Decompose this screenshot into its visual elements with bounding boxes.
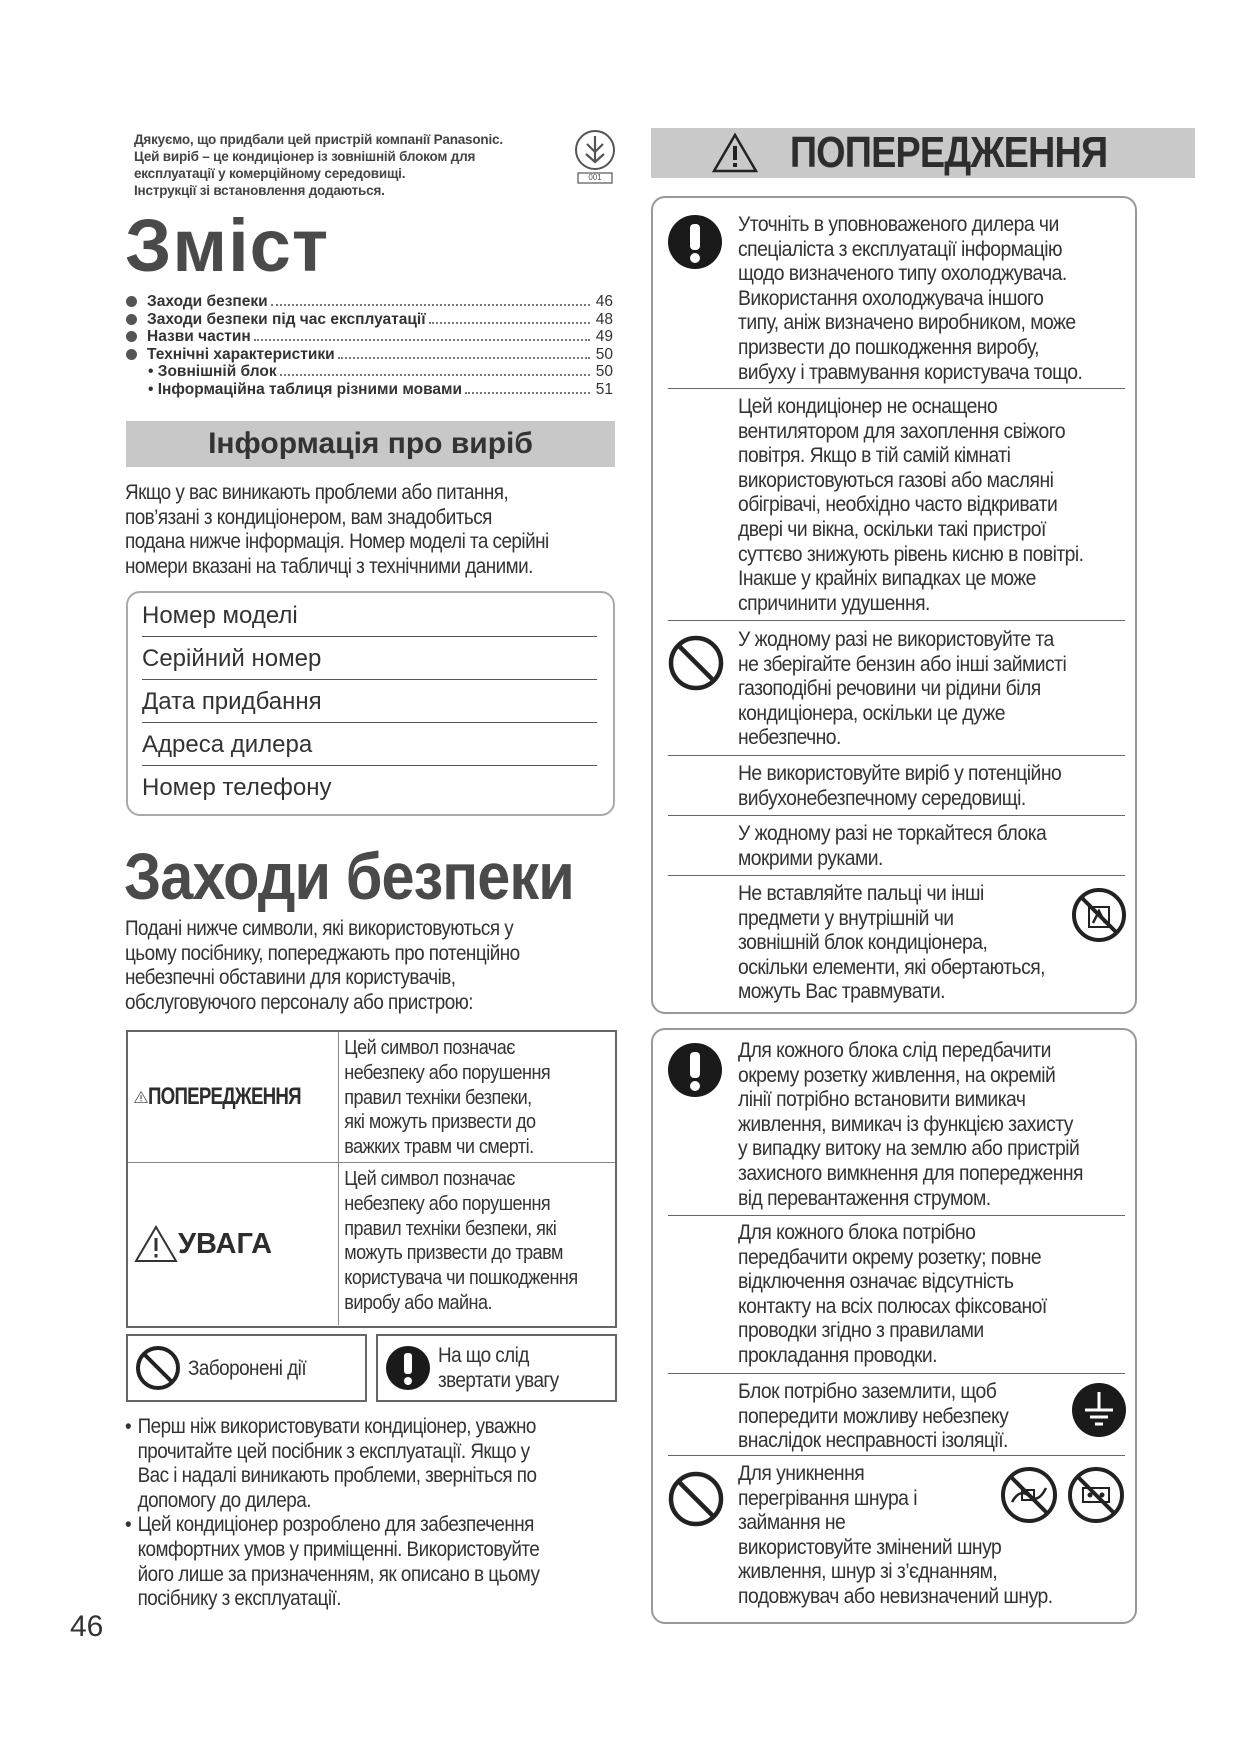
- text-line: від перевантаження струмом.: [738, 1185, 991, 1210]
- text-line: не зберігайте бензин або інші займисті: [738, 651, 1067, 676]
- contents-title: Зміст: [125, 204, 330, 287]
- toc-page: 50: [595, 345, 613, 363]
- divider: [668, 1455, 1125, 1456]
- warning-refrigerant: [738, 212, 1128, 384]
- toc-item[interactable]: [126, 311, 613, 329]
- warning-banner: [651, 128, 1195, 178]
- text-line: відключення означає відсутність: [738, 1269, 1014, 1294]
- text-line: Блок потрібно заземлити, щоб: [738, 1379, 997, 1403]
- attention-label: [438, 1343, 559, 1393]
- warning-separate-circuit: [738, 1038, 1128, 1210]
- text-line: які можуть призвести до: [344, 1110, 536, 1134]
- caution-triangle-icon: [134, 1224, 178, 1264]
- no-modified-cord-icon: [1000, 1466, 1058, 1524]
- text-line: обслуговуючого персоналу або пристрою:: [125, 990, 474, 1014]
- toc-subitem[interactable]: [126, 363, 613, 381]
- text-line: оскільки елементи, які обертаються,: [738, 954, 1045, 979]
- warning-rotating-parts: [738, 881, 1128, 1004]
- text-line: прокладання проводки.: [738, 1342, 938, 1367]
- text-line: кондиціонера, оскільки це дуже: [738, 700, 1006, 725]
- bullet-icon: [126, 331, 137, 342]
- purchase-date-field[interactable]: Дата придбання: [142, 681, 597, 723]
- text-line: предмети у внутрішній чи: [738, 905, 954, 930]
- mandatory-exclamation-icon: [667, 214, 723, 270]
- text-line: живлення, шнур зі з’єднанням,: [738, 1559, 998, 1584]
- divider: [668, 388, 1125, 389]
- text-line: Уточніть в уповноваженого дилера чи: [738, 212, 1059, 236]
- toc-leader: [280, 374, 590, 376]
- text-line: у випадку витоку на землю або пристрій: [738, 1136, 1080, 1161]
- divider: [668, 1373, 1125, 1374]
- text-line: номери вказані на табличці з технічними даними.: [125, 554, 533, 578]
- toc-item[interactable]: [126, 346, 613, 364]
- prohibited-legend: [126, 1334, 367, 1402]
- text-line: внаслідок несправності ізоляції.: [738, 1428, 1008, 1453]
- dealer-address-field[interactable]: Адреса дилера: [142, 724, 597, 766]
- text-line: цьому посібнику, попереджають про потенційно: [125, 941, 520, 965]
- text-line: двері чи вікна, оскільки такі пристрої: [738, 516, 1046, 541]
- text-line: небезпечні обставини для користувачів,: [125, 966, 456, 990]
- toc-page: 46: [595, 293, 613, 310]
- table-of-contents: [126, 293, 613, 399]
- text-line: У жодному разі не торкайтеся блока: [738, 821, 1047, 845]
- warning-grounding: [738, 1379, 1128, 1453]
- text-line: У жодному разі не використовуйте та: [738, 627, 1054, 651]
- toc-page: 49: [595, 328, 613, 346]
- bullet-icon: [126, 314, 137, 325]
- safety-title: Заходи безпеки: [124, 839, 574, 913]
- attention-legend: [376, 1334, 617, 1402]
- text-line: спеціаліста з експлуатації інформацію: [738, 236, 1062, 261]
- text-line: передбачити окрему розетку; повне: [738, 1244, 1042, 1269]
- text-line: його лише за призначенням, як описано в цьому: [137, 1562, 540, 1586]
- caution-symbol-cell: [128, 1163, 344, 1325]
- warning-label: ПОПЕРЕДЖЕННЯ: [148, 1083, 301, 1110]
- warning-ventilation: [738, 394, 1128, 615]
- certification-mark-icon: [572, 128, 618, 188]
- cert-code: 001: [588, 173, 602, 182]
- text-line: правил техніки безпеки, які: [344, 1216, 557, 1240]
- text-line: користувача чи пошкодження: [344, 1266, 578, 1290]
- text-line: небезпеку або порушення: [344, 1060, 551, 1084]
- text-line: На що слід: [438, 1344, 529, 1367]
- text-line: комфортних умов у приміщенні. Використовуйте: [137, 1537, 540, 1561]
- text-line: виробу або майна.: [344, 1290, 492, 1314]
- divider: [668, 875, 1125, 876]
- warning-triangle-icon: [712, 132, 758, 174]
- product-info-heading: Інформація про виріб: [126, 421, 615, 467]
- bullet-item: [125, 1415, 611, 1513]
- text-line: • Цей кондиціонер розроблено для забезпечення: [137, 1513, 534, 1537]
- text-line: повітря. Якщо в тій самій кімнаті: [738, 443, 1011, 468]
- text-line: проводки згідно з правилами: [738, 1318, 984, 1343]
- serial-number-field[interactable]: Серійний номер: [142, 638, 597, 680]
- text-line: Для кожного блока потрібно: [738, 1220, 976, 1244]
- toc-subitem[interactable]: [126, 381, 613, 399]
- toc-leader: [338, 357, 590, 359]
- caution-description: [338, 1163, 614, 1325]
- divider: [668, 755, 1125, 756]
- text-line: вибуху і травмування користувача тощо.: [738, 359, 1083, 384]
- toc-page: 50: [595, 363, 613, 381]
- text-line: використовуйте змінений шнур: [738, 1534, 1002, 1559]
- text-line: Інакше у крайніх випадках це може: [738, 566, 1036, 591]
- toc-item[interactable]: [126, 328, 613, 346]
- toc-leader: [429, 322, 590, 324]
- text-line: пов’язані з кондиціонером, вам знадобиться: [125, 505, 492, 529]
- text-line: Не вставляйте пальці чи інші: [738, 881, 984, 905]
- text-line: зовнішній блок кондиціонера,: [738, 930, 988, 955]
- toc-label: • Зовнішній блок: [148, 363, 277, 381]
- symbol-legend-table: [126, 1030, 617, 1328]
- model-number-field[interactable]: Номер моделі: [142, 595, 597, 637]
- toc-leader: [271, 304, 590, 306]
- prohibited-icon: [667, 1470, 725, 1528]
- text-line: Якщо у вас виникають проблеми або питання,: [125, 481, 509, 504]
- text-line: мокрими руками.: [738, 845, 883, 870]
- page-number: 46: [70, 1610, 104, 1643]
- text-line: обігрівачі, необхідно часто відкривати: [738, 492, 1058, 517]
- toc-label: Заходи безпеки під час експлуатації: [147, 310, 426, 328]
- text-line: Не використовуйте виріб у потенційно: [738, 761, 1062, 785]
- toc-label: Назви частин: [147, 328, 251, 346]
- exclamation-icon: [384, 1344, 432, 1392]
- text-line: щодо визначеного типу охолоджувача.: [738, 261, 1067, 286]
- text-line: вибухонебезпечному середовищі.: [738, 785, 1026, 810]
- toc-item[interactable]: [126, 293, 613, 311]
- caution-label: УВАГА: [178, 1227, 273, 1260]
- text-line: можуть призвести до травм: [344, 1241, 563, 1265]
- warning-explosive: [738, 761, 1128, 810]
- intro-line: Дякуємо, що придбали цей пристрій компанії Panasonic.: [134, 132, 503, 147]
- warning-box-1: [651, 196, 1137, 1014]
- text-line: прочитайте цей посібник з експлуатації. Якщо у: [137, 1439, 530, 1463]
- warning-symbol-cell: [128, 1032, 344, 1162]
- divider: [668, 1215, 1125, 1216]
- text-line: попередити можливу небезпеку: [738, 1403, 1009, 1428]
- warning-separate-socket: [738, 1220, 1128, 1368]
- text-line: газоподібні речовини чи рідини біля: [738, 676, 1041, 701]
- text-line: вентилятором для захоплення свіжого: [738, 418, 1066, 443]
- intro-line: Цей виріб – це кондиціонер із зовнішній блоком для: [134, 149, 476, 164]
- warning-wet-hands: [738, 821, 1128, 870]
- text-line: Вас і надалі виникають проблеми, зверніться по: [137, 1464, 537, 1488]
- mandatory-exclamation-icon: [667, 1042, 723, 1098]
- safety-intro: [125, 917, 629, 1015]
- text-line: суттєво знижують рівень кисню в повітрі.: [738, 541, 1084, 566]
- phone-number-field[interactable]: Номер телефону: [142, 774, 332, 801]
- prohibited-icon: [134, 1344, 182, 1392]
- toc-label: Технічні характеристики: [147, 345, 335, 363]
- toc-page: 51: [595, 380, 613, 398]
- toc-label: Заходи безпеки: [147, 293, 268, 310]
- text-line: посібнику з експлуатації.: [137, 1587, 341, 1611]
- text-line: допомогу до дилера.: [137, 1488, 311, 1512]
- text-line: окрему розетку живлення, на окремій: [738, 1062, 1056, 1087]
- text-line: призвести до пошкодження виробу,: [738, 334, 1040, 359]
- text-line: займання не: [738, 1510, 846, 1535]
- text-line: небезпечно.: [738, 725, 841, 750]
- text-line: використовуються газові або масляні: [738, 467, 1054, 492]
- text-line: важких травм чи смерті.: [344, 1135, 534, 1159]
- prohibited-label: Заборонені дії: [188, 1356, 307, 1380]
- divider: [668, 620, 1125, 621]
- text-line: Цей символ позначає: [344, 1167, 515, 1190]
- no-fingers-icon: [1071, 887, 1127, 943]
- text-line: перегрівання шнура і: [738, 1485, 918, 1510]
- text-line: • Перш ніж використовувати кондиціонер, уважно: [137, 1415, 536, 1438]
- toc-leader: [465, 392, 590, 394]
- intro-line: експлуатації у комерційному середовищі.: [134, 166, 406, 181]
- warning-banner-title: ПОПЕРЕДЖЕННЯ: [790, 128, 1108, 177]
- ground-icon: [1071, 1382, 1127, 1438]
- warning-box-2: [651, 1028, 1137, 1624]
- text-line: небезпеку або порушення: [344, 1191, 551, 1215]
- product-info-text: [125, 481, 629, 579]
- bullet-item: [125, 1513, 611, 1611]
- divider: [668, 815, 1125, 816]
- bullet-icon: [126, 296, 137, 307]
- text-line: можуть Вас травмувати.: [738, 979, 945, 1004]
- intro-text: [134, 131, 564, 199]
- text-line: живлення, вимикач із функцією захисту: [738, 1111, 1073, 1136]
- text-line: правил техніки безпеки,: [344, 1085, 532, 1109]
- text-line: подовжувач або невизначений шнур.: [738, 1583, 1053, 1608]
- warning-description: [338, 1032, 614, 1162]
- safety-bullets: [125, 1415, 611, 1612]
- bullet-icon: [126, 349, 137, 360]
- no-extension-cord-icon: [1067, 1466, 1125, 1524]
- text-line: захисного вимкнення для попередження: [738, 1160, 1083, 1185]
- text-line: Для уникнення: [738, 1461, 865, 1485]
- toc-leader: [254, 339, 590, 341]
- text-line: подана нижче інформація. Номер моделі та серійні: [125, 530, 549, 554]
- text-line: лінії потрібно встановити вимикач: [738, 1087, 1026, 1112]
- warning-flammable: [738, 627, 1128, 750]
- intro-line: Інструкції зі встановлення додаються.: [134, 183, 385, 198]
- text-line: Подані нижче символи, які використовуються у: [125, 917, 514, 940]
- text-line: Цей кондиціонер не оснащено: [738, 394, 998, 418]
- text-line: Цей символ позначає: [344, 1036, 515, 1059]
- text-line: звертати увагу: [438, 1369, 559, 1392]
- text-line: типу, аніж визначено виробником, може: [738, 310, 1076, 335]
- text-line: Використання охолоджувача іншого: [738, 285, 1044, 310]
- toc-page: 48: [595, 310, 613, 328]
- text-line: Для кожного блока слід передбачити: [738, 1038, 1051, 1062]
- product-info-form: [126, 591, 615, 816]
- toc-label: • Інформаційна таблиця різними мовами: [148, 380, 463, 398]
- text-line: контакту на всіх полюсах фіксованої: [738, 1293, 1047, 1318]
- prohibited-icon: [667, 634, 725, 692]
- text-line: спричинити удушення.: [738, 590, 930, 615]
- warning-triangle-icon: [134, 1077, 148, 1117]
